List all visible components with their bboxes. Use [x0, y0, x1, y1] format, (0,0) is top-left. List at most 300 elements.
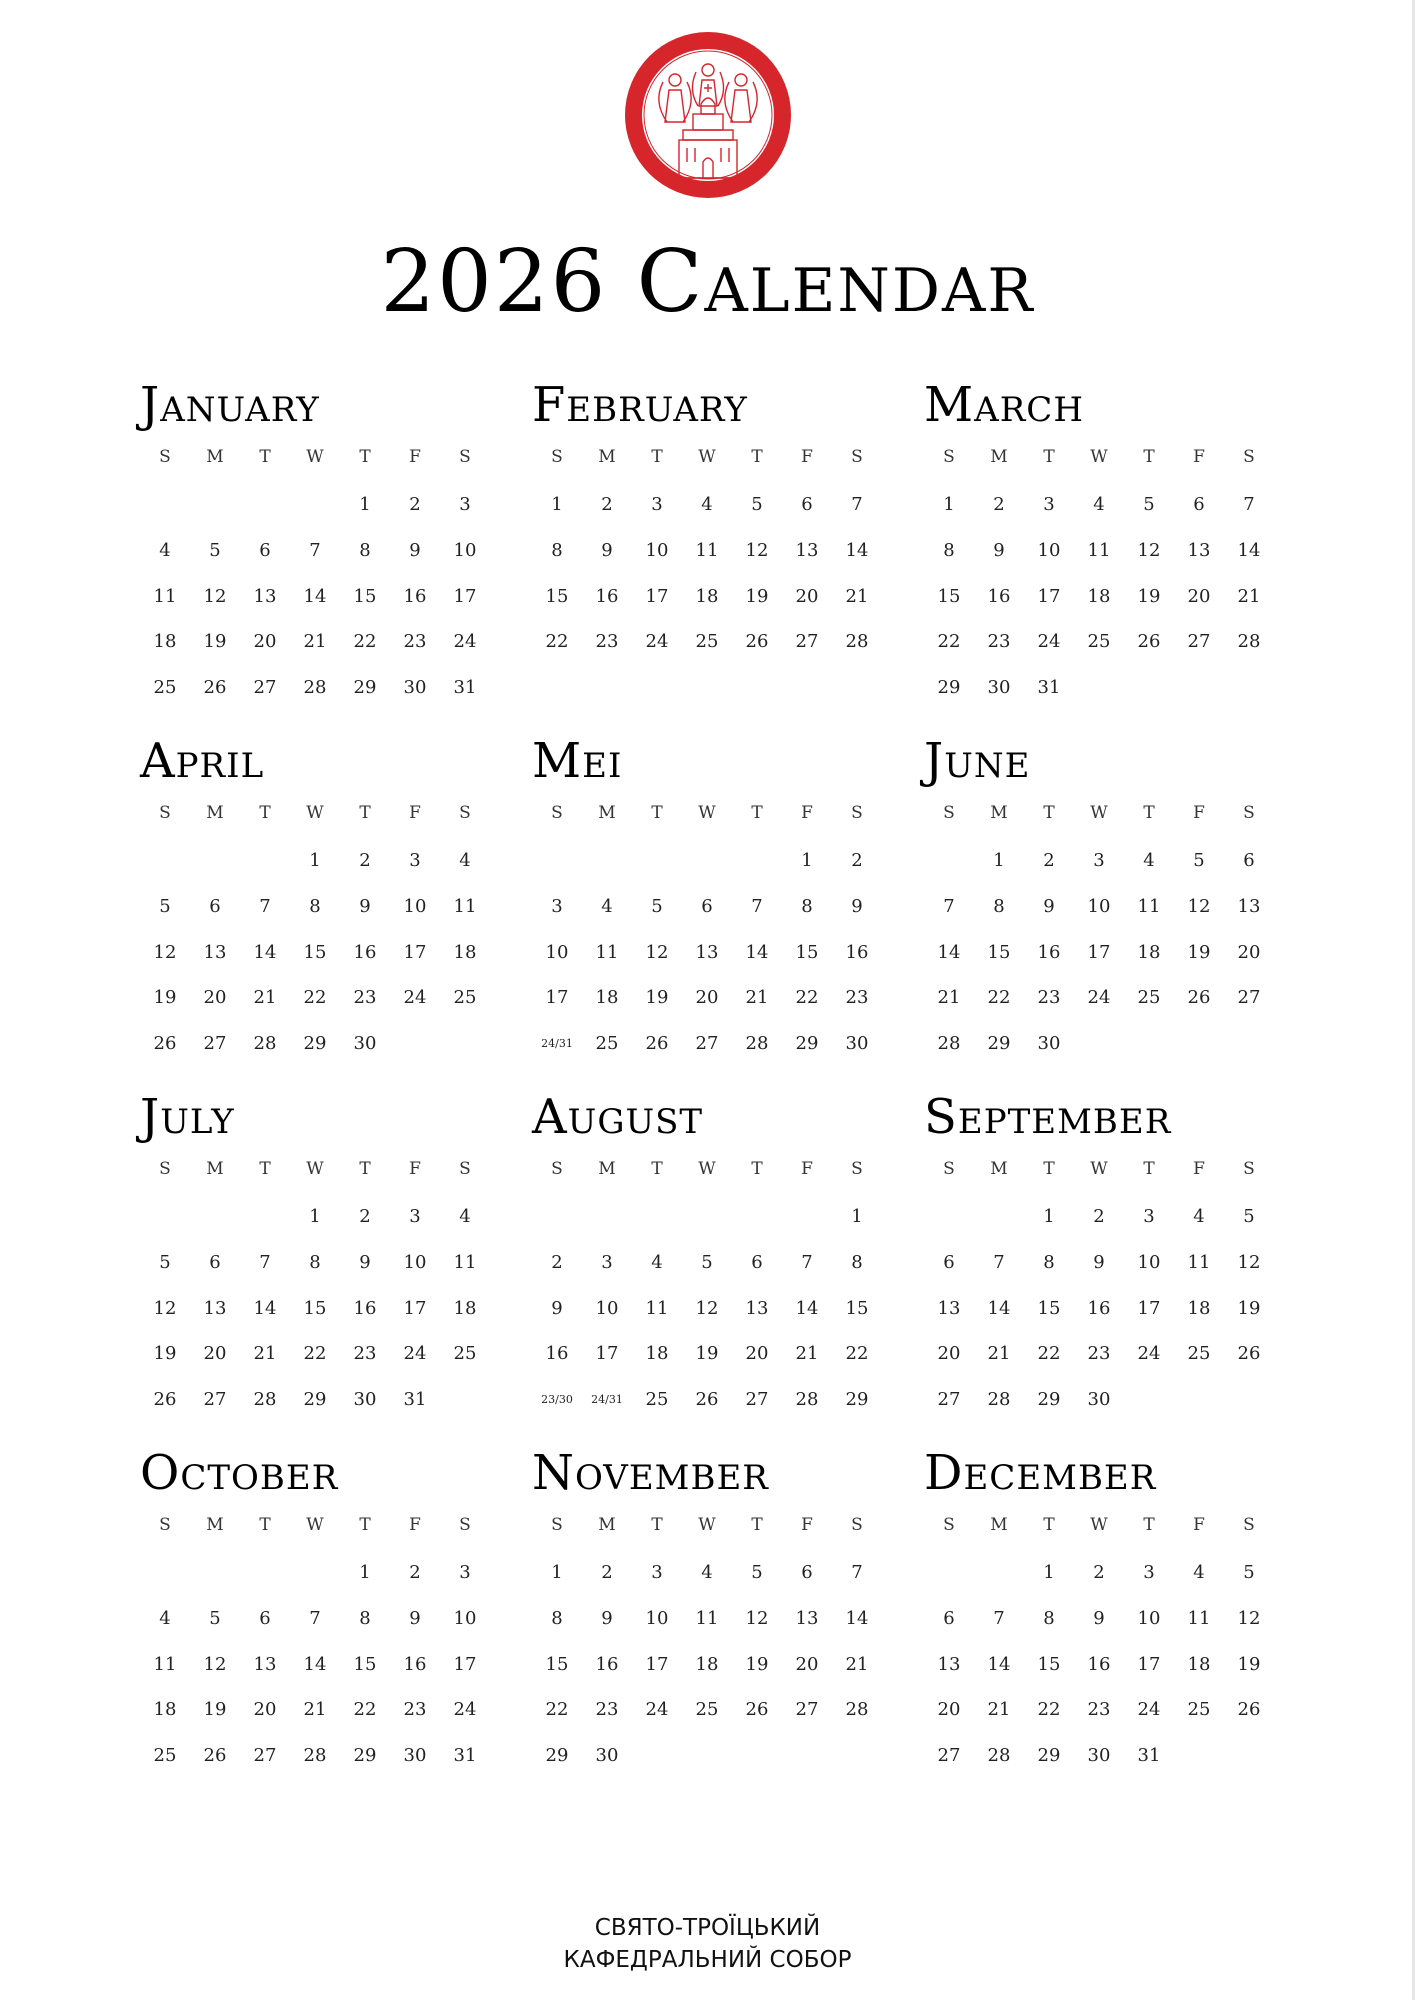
day-cell: 21: [253, 987, 277, 1009]
day-cell: 24/31: [541, 1037, 573, 1051]
day-cell: 16: [1087, 1297, 1111, 1319]
day-grid: [532, 482, 882, 665]
day-cell: 23: [353, 1343, 377, 1365]
day-cell: 20: [745, 1343, 769, 1365]
day-cell: 27: [253, 1745, 277, 1767]
day-cell: 20: [203, 1343, 227, 1365]
day-cell: 10: [545, 941, 569, 963]
weekday-label: T: [259, 1515, 271, 1535]
day-cell: 9: [551, 1297, 563, 1319]
month-name: September: [924, 1089, 1172, 1145]
day-cell: 22: [795, 987, 819, 1009]
day-cell: 20: [253, 1699, 277, 1721]
weekday-header-row: [924, 1510, 1274, 1540]
day-cell: 7: [851, 1562, 863, 1584]
month-april: [140, 726, 490, 1066]
weekday-label: M: [598, 1515, 616, 1535]
day-cell: 10: [1087, 896, 1111, 918]
day-cell: 13: [1187, 540, 1211, 562]
month-name: Mei: [532, 733, 623, 789]
day-cell: 2: [601, 494, 613, 516]
month-september: [924, 1082, 1274, 1422]
day-cell: 21: [303, 631, 327, 653]
day-cell: 22: [353, 631, 377, 653]
empty-day-cell: [290, 482, 340, 528]
day-cell: 1: [851, 1206, 863, 1228]
empty-day-cell: [240, 1550, 290, 1596]
day-cell: 23: [845, 987, 869, 1009]
day-cell: 29: [845, 1389, 869, 1411]
day-cell: 18: [695, 585, 719, 607]
weekday-header-row: [140, 798, 490, 828]
day-cell: 8: [551, 1608, 563, 1630]
day-cell: 3: [551, 896, 563, 918]
day-cell: 17: [1037, 585, 1061, 607]
day-cell: 14: [303, 585, 327, 607]
day-cell: 19: [1137, 585, 1161, 607]
weekday-label: M: [990, 1515, 1008, 1535]
day-cell: 22: [937, 631, 961, 653]
weekday-label: F: [801, 1159, 813, 1179]
month-name: October: [140, 1445, 339, 1501]
day-cell: 26: [203, 1745, 227, 1767]
day-cell: 4: [1093, 494, 1105, 516]
day-cell: 20: [695, 987, 719, 1009]
weekday-label: S: [551, 803, 563, 823]
weekday-label: T: [1043, 1515, 1055, 1535]
day-cell: 25: [1187, 1699, 1211, 1721]
day-cell: 19: [203, 631, 227, 653]
day-cell: 7: [751, 896, 763, 918]
day-cell: 13: [795, 1608, 819, 1630]
day-cell: 28: [987, 1745, 1011, 1767]
weekday-header-row: [532, 1154, 882, 1184]
day-cell: 24: [453, 1699, 477, 1721]
weekday-label: S: [159, 447, 171, 467]
day-cell: 28: [795, 1389, 819, 1411]
day-cell: 25: [1187, 1343, 1211, 1365]
day-cell: 1: [359, 494, 371, 516]
weekday-label: S: [851, 1159, 863, 1179]
day-cell: 28: [937, 1033, 961, 1055]
weekday-label: T: [751, 803, 763, 823]
weekday-label: S: [943, 803, 955, 823]
weekday-label: T: [751, 1515, 763, 1535]
empty-day-cell: [782, 1194, 832, 1240]
day-cell: 29: [545, 1745, 569, 1767]
day-cell: 9: [851, 896, 863, 918]
weekday-header-row: [532, 798, 882, 828]
day-grid: [140, 1194, 490, 1422]
weekday-label: W: [306, 1515, 324, 1535]
day-cell: 1: [801, 850, 813, 872]
weekday-label: F: [409, 1159, 421, 1179]
day-cell: 5: [751, 1562, 763, 1584]
day-cell: 5: [1143, 494, 1155, 516]
day-cell: 17: [453, 585, 477, 607]
month-name: November: [532, 1445, 769, 1501]
day-cell: 6: [701, 896, 713, 918]
day-cell: 7: [309, 1608, 321, 1630]
weekday-label: S: [159, 1159, 171, 1179]
weekday-label: T: [259, 1159, 271, 1179]
day-cell: 8: [359, 1608, 371, 1630]
day-cell: 2: [551, 1252, 563, 1274]
day-cell: 4: [1193, 1562, 1205, 1584]
day-cell: 24: [1137, 1699, 1161, 1721]
weekday-label: S: [551, 1515, 563, 1535]
day-cell: 14: [303, 1653, 327, 1675]
day-grid: [924, 1194, 1274, 1422]
day-cell: 23: [1037, 987, 1061, 1009]
day-cell: 5: [701, 1252, 713, 1274]
day-cell: 28: [845, 631, 869, 653]
weekday-label: T: [1143, 803, 1155, 823]
day-cell: 5: [209, 540, 221, 562]
day-cell: 4: [159, 1608, 171, 1630]
day-cell: 11: [1087, 540, 1111, 562]
day-grid: [532, 1550, 882, 1778]
month-mei: [532, 726, 882, 1066]
day-cell: 26: [153, 1033, 177, 1055]
day-cell: 19: [745, 1653, 769, 1675]
empty-day-cell: [582, 838, 632, 884]
weekday-label: W: [698, 1159, 716, 1179]
day-cell: 15: [303, 1297, 327, 1319]
weekday-label: W: [306, 447, 324, 467]
weekday-label: M: [598, 447, 616, 467]
empty-day-cell: [240, 482, 290, 528]
day-cell: 18: [453, 941, 477, 963]
weekday-label: T: [359, 447, 371, 467]
day-cell: 6: [1243, 850, 1255, 872]
day-cell: 25: [453, 987, 477, 1009]
day-cell: 7: [943, 896, 955, 918]
cathedral-seal-icon: [623, 30, 793, 200]
day-cell: 18: [595, 987, 619, 1009]
day-cell: 19: [1187, 941, 1211, 963]
day-cell: 27: [795, 631, 819, 653]
day-cell: 3: [409, 850, 421, 872]
month-name: February: [532, 377, 748, 433]
day-cell: 21: [937, 987, 961, 1009]
day-cell: 23: [1087, 1699, 1111, 1721]
weekday-label: W: [698, 447, 716, 467]
day-cell: 24: [453, 631, 477, 653]
day-cell: 26: [1137, 631, 1161, 653]
day-cell: 4: [601, 896, 613, 918]
weekday-label: W: [1090, 447, 1108, 467]
day-cell: 7: [1243, 494, 1255, 516]
weekday-label: M: [206, 447, 224, 467]
weekday-label: S: [459, 1159, 471, 1179]
day-cell: 16: [353, 941, 377, 963]
day-cell: 31: [453, 1745, 477, 1767]
weekday-label: M: [598, 803, 616, 823]
day-cell: 19: [745, 585, 769, 607]
empty-day-cell: [140, 1550, 190, 1596]
empty-day-cell: [140, 482, 190, 528]
day-cell: 4: [459, 1206, 471, 1228]
day-cell: 29: [353, 1745, 377, 1767]
day-cell: 12: [1137, 540, 1161, 562]
empty-day-cell: [532, 838, 582, 884]
day-cell: 8: [551, 540, 563, 562]
day-cell: 14: [253, 941, 277, 963]
day-cell: 15: [795, 941, 819, 963]
day-cell: 23: [987, 631, 1011, 653]
weekday-header-row: [140, 1510, 490, 1540]
day-cell: 27: [203, 1389, 227, 1411]
weekday-header-row: [532, 442, 882, 472]
weekday-label: S: [851, 1515, 863, 1535]
day-cell: 9: [1043, 896, 1055, 918]
day-cell: 16: [403, 1653, 427, 1675]
day-cell: 19: [153, 1343, 177, 1365]
day-cell: 18: [1187, 1653, 1211, 1675]
day-cell: 24: [1037, 631, 1061, 653]
day-cell: 2: [851, 850, 863, 872]
day-cell: 29: [303, 1033, 327, 1055]
day-cell: 31: [1037, 677, 1061, 699]
day-cell: 13: [937, 1297, 961, 1319]
day-cell: 1: [309, 1206, 321, 1228]
weekday-header-row: [924, 442, 1274, 472]
day-cell: 5: [159, 1252, 171, 1274]
weekday-label: S: [551, 1159, 563, 1179]
day-cell: 20: [1187, 585, 1211, 607]
day-cell: 21: [987, 1699, 1011, 1721]
day-cell: 23: [595, 1699, 619, 1721]
empty-day-cell: [682, 1194, 732, 1240]
day-cell: 11: [645, 1297, 669, 1319]
weekday-label: S: [943, 1515, 955, 1535]
day-cell: 23: [403, 631, 427, 653]
day-cell: 30: [353, 1389, 377, 1411]
weekday-header-row: [140, 442, 490, 472]
day-cell: 28: [845, 1699, 869, 1721]
footer: [0, 1912, 1415, 1976]
day-cell: 28: [253, 1389, 277, 1411]
day-cell: 4: [1193, 1206, 1205, 1228]
day-cell: 3: [651, 494, 663, 516]
day-cell: 19: [645, 987, 669, 1009]
empty-day-cell: [240, 1194, 290, 1240]
weekday-label: S: [1243, 1159, 1255, 1179]
empty-day-cell: [140, 838, 190, 884]
month-name: January: [140, 377, 320, 433]
day-cell: 16: [403, 585, 427, 607]
day-grid: [140, 838, 490, 1066]
weekday-label: W: [1090, 803, 1108, 823]
day-cell: 15: [1037, 1297, 1061, 1319]
day-cell: 13: [203, 1297, 227, 1319]
day-cell: 15: [987, 941, 1011, 963]
day-cell: 2: [601, 1562, 613, 1584]
empty-day-cell: [290, 1550, 340, 1596]
weekday-label: T: [359, 803, 371, 823]
day-cell: 8: [1043, 1608, 1055, 1630]
weekday-label: S: [851, 803, 863, 823]
empty-day-cell: [190, 1194, 240, 1240]
day-cell: 4: [701, 1562, 713, 1584]
day-cell: 24: [403, 1343, 427, 1365]
day-cell: 13: [745, 1297, 769, 1319]
day-cell: 7: [801, 1252, 813, 1274]
day-cell: 20: [203, 987, 227, 1009]
weekday-label: S: [1243, 803, 1255, 823]
day-grid: [532, 838, 882, 1066]
empty-day-cell: [732, 838, 782, 884]
day-cell: 25: [153, 1745, 177, 1767]
day-grid: [924, 838, 1274, 1066]
month-name: April: [140, 733, 265, 789]
day-cell: 26: [645, 1033, 669, 1055]
day-cell: 11: [1137, 896, 1161, 918]
day-cell: 12: [645, 941, 669, 963]
day-cell: 22: [303, 987, 327, 1009]
day-cell: 8: [359, 540, 371, 562]
weekday-label: F: [1193, 447, 1205, 467]
day-cell: 5: [651, 896, 663, 918]
day-cell: 5: [1243, 1562, 1255, 1584]
day-cell: 29: [987, 1033, 1011, 1055]
day-cell: 18: [153, 1699, 177, 1721]
day-cell: 3: [459, 1562, 471, 1584]
day-cell: 7: [309, 540, 321, 562]
day-cell: 9: [1093, 1608, 1105, 1630]
day-cell: 18: [1087, 585, 1111, 607]
weekday-label: T: [751, 1159, 763, 1179]
day-cell: 14: [845, 1608, 869, 1630]
day-cell: 12: [1237, 1252, 1261, 1274]
empty-day-cell: [732, 1194, 782, 1240]
empty-day-cell: [924, 838, 974, 884]
day-cell: 21: [745, 987, 769, 1009]
day-cell: 21: [845, 1653, 869, 1675]
day-cell: 20: [253, 631, 277, 653]
day-cell: 1: [993, 850, 1005, 872]
weekday-label: W: [306, 803, 324, 823]
day-cell: 10: [403, 1252, 427, 1274]
day-cell: 8: [309, 896, 321, 918]
day-cell: 21: [795, 1343, 819, 1365]
day-cell: 13: [253, 585, 277, 607]
empty-day-cell: [190, 1550, 240, 1596]
day-cell: 24: [1087, 987, 1111, 1009]
day-cell: 23: [353, 987, 377, 1009]
day-cell: 11: [695, 1608, 719, 1630]
day-cell: 15: [845, 1297, 869, 1319]
weekday-label: F: [409, 1515, 421, 1535]
day-cell: 17: [645, 585, 669, 607]
day-cell: 28: [253, 1033, 277, 1055]
weekday-label: F: [409, 447, 421, 467]
day-cell: 6: [943, 1608, 955, 1630]
day-cell: 5: [751, 494, 763, 516]
day-grid: [924, 1550, 1274, 1778]
day-cell: 17: [403, 941, 427, 963]
empty-day-cell: [974, 1194, 1024, 1240]
day-cell: 10: [453, 1608, 477, 1630]
weekday-label: F: [1193, 1159, 1205, 1179]
day-cell: 26: [153, 1389, 177, 1411]
day-cell: 9: [359, 896, 371, 918]
day-cell: 24: [645, 1699, 669, 1721]
empty-day-cell: [682, 838, 732, 884]
day-cell: 26: [695, 1389, 719, 1411]
day-cell: 19: [153, 987, 177, 1009]
day-cell: 16: [353, 1297, 377, 1319]
day-cell: 11: [1187, 1608, 1211, 1630]
day-cell: 18: [645, 1343, 669, 1365]
weekday-header-row: [140, 1154, 490, 1184]
day-cell: 30: [403, 1745, 427, 1767]
month-january: [140, 370, 490, 710]
day-cell: 24: [645, 631, 669, 653]
day-cell: 2: [1093, 1562, 1105, 1584]
weekday-label: T: [1143, 1515, 1155, 1535]
weekday-label: S: [1243, 447, 1255, 467]
weekday-label: S: [159, 1515, 171, 1535]
month-november: [532, 1438, 882, 1778]
day-cell: 17: [453, 1653, 477, 1675]
day-cell: 17: [645, 1653, 669, 1675]
day-cell: 17: [403, 1297, 427, 1319]
day-cell: 16: [545, 1343, 569, 1365]
day-cell: 18: [695, 1653, 719, 1675]
day-cell: 29: [1037, 1389, 1061, 1411]
day-cell: 22: [545, 1699, 569, 1721]
day-cell: 26: [745, 1699, 769, 1721]
empty-day-cell: [240, 838, 290, 884]
day-cell: 14: [1237, 540, 1261, 562]
day-cell: 29: [937, 677, 961, 699]
weekday-label: T: [259, 447, 271, 467]
day-cell: 25: [595, 1033, 619, 1055]
day-cell: 22: [303, 1343, 327, 1365]
day-cell: 17: [595, 1343, 619, 1365]
day-cell: 15: [1037, 1653, 1061, 1675]
day-cell: 8: [309, 1252, 321, 1274]
day-cell: 4: [701, 494, 713, 516]
day-cell: 3: [651, 1562, 663, 1584]
weekday-label: W: [1090, 1515, 1108, 1535]
day-cell: 14: [795, 1297, 819, 1319]
day-cell: 29: [303, 1389, 327, 1411]
day-cell: 2: [993, 494, 1005, 516]
day-cell: 28: [745, 1033, 769, 1055]
weekday-label: W: [698, 1515, 716, 1535]
day-cell: 2: [1093, 1206, 1105, 1228]
day-cell: 14: [987, 1653, 1011, 1675]
day-cell: 12: [153, 941, 177, 963]
day-cell: 3: [601, 1252, 613, 1274]
day-cell: 1: [1043, 1562, 1055, 1584]
day-cell: 9: [601, 540, 613, 562]
day-cell: 28: [1237, 631, 1261, 653]
day-cell: 7: [259, 1252, 271, 1274]
weekday-label: W: [698, 803, 716, 823]
day-cell: 11: [153, 1653, 177, 1675]
day-cell: 10: [1037, 540, 1061, 562]
weekday-label: F: [1193, 1515, 1205, 1535]
day-cell: 12: [1237, 1608, 1261, 1630]
day-cell: 30: [595, 1745, 619, 1767]
empty-day-cell: [632, 1194, 682, 1240]
day-cell: 17: [1137, 1653, 1161, 1675]
day-cell: 19: [1237, 1297, 1261, 1319]
